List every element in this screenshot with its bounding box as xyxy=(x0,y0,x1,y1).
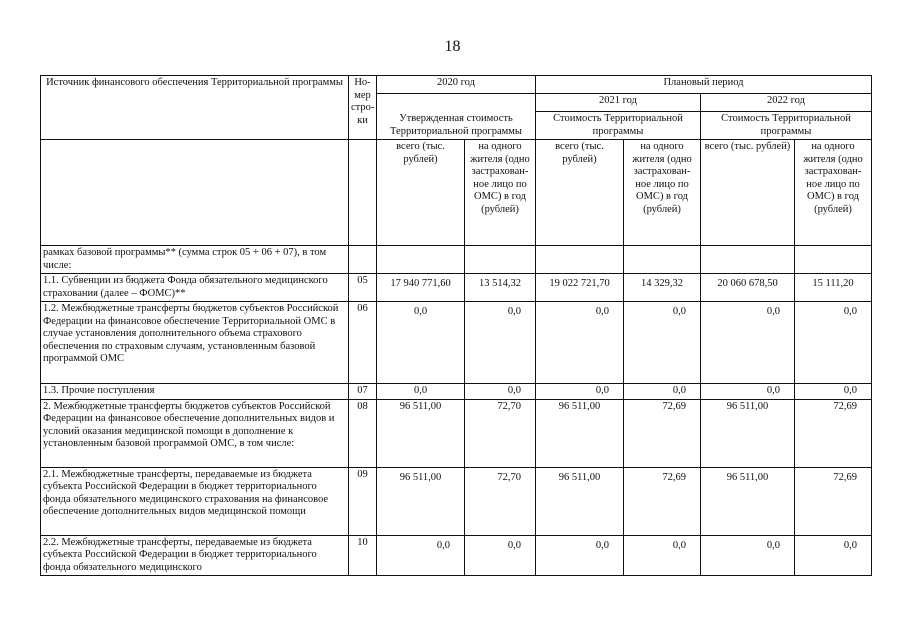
value-total-2021: 96 511,00 xyxy=(536,399,624,467)
row-no: 09 xyxy=(349,467,377,535)
header-row-no-blank xyxy=(349,140,377,246)
value-per-person-2020: 13 514,32 xyxy=(465,274,536,302)
value-total-2022: 20 060 678,50 xyxy=(701,274,795,302)
row-label: 2.1. Межбюджетные трансферты, передаваемые из бюджета субъекта Российской Федерации в бюджет территориального фонда обязательного медицинского страхования на финансовое обеспечение дополнительных видов медицинской помощи xyxy=(41,467,349,535)
value-total-2022: 96 511,00 xyxy=(701,399,795,467)
header-year-2021: 2021 год xyxy=(536,94,701,112)
value-per-person-2022: 72,69 xyxy=(795,399,872,467)
value-total-2021: 0,0 xyxy=(536,535,624,576)
header-cost-2021: Стоимость Территориальной программы xyxy=(536,112,701,140)
value-total-2020: 17 940 771,60 xyxy=(377,274,465,302)
value-per-person-2021: 14 329,32 xyxy=(624,274,701,302)
value-per-person-2022: 0,0 xyxy=(795,535,872,576)
value-per-person-2021: 0,0 xyxy=(624,384,701,400)
row-no: 08 xyxy=(349,399,377,467)
header-total-2020: всего (тыс. рублей) xyxy=(377,140,465,246)
row-label: 1.3. Прочие поступления xyxy=(41,384,349,400)
table-row xyxy=(41,535,872,576)
value-total-2021: 19 022 721,70 xyxy=(536,274,624,302)
value-total-2021: 0,0 xyxy=(536,302,624,384)
value-per-person-2021: 72,69 xyxy=(624,399,701,467)
value-total-2022: 96 511,00 xyxy=(701,467,795,535)
value-per-person-2021: 72,69 xyxy=(624,467,701,535)
value-per-person-2022: 0,0 xyxy=(795,384,872,400)
value-per-person-2022: 0,0 xyxy=(795,302,872,384)
header-cost-2022: Стоимость Территориальной программы xyxy=(701,112,872,140)
value-total-2020: 0,0 xyxy=(377,302,465,384)
row-no: 05 xyxy=(349,274,377,302)
header-planned-period: Плановый период xyxy=(536,76,872,94)
value-per-person-2022: 72,69 xyxy=(795,467,872,535)
row-label: 2.2. Межбюджетные трансферты, передаваемые из бюджета субъекта Российской Федерации в бюджет территориального фонда обязательного медицинского xyxy=(41,535,349,576)
financing-table xyxy=(40,75,872,576)
value-per-person-2020: 0,0 xyxy=(465,535,536,576)
header-total-2021: всего (тыс. рублей) xyxy=(536,140,624,246)
value-total-2020: 96 511,00 xyxy=(377,399,465,467)
header-row-no: Но-мер стро-ки xyxy=(349,76,377,140)
row-no: 07 xyxy=(349,384,377,400)
value-total-2020: 0,0 xyxy=(377,535,465,576)
header-source-blank xyxy=(41,140,349,246)
table-row xyxy=(41,467,872,535)
value-per-person-2020: 0,0 xyxy=(465,302,536,384)
table-row xyxy=(41,399,872,467)
row-no: 06 xyxy=(349,302,377,384)
row-label: рамках базовой программы** (сумма строк 05 + 06 + 07), в том числе: xyxy=(41,246,349,274)
value-total-2022: 0,0 xyxy=(701,302,795,384)
value-total-2021: 0,0 xyxy=(536,384,624,400)
value-total-2021: 96 511,00 xyxy=(536,467,624,535)
value-total-2022: 0,0 xyxy=(701,384,795,400)
value-per-person-2020: 0,0 xyxy=(465,384,536,400)
row-label: 1.1. Субвенции из бюджета Фонда обязательного медицинского страхования (далее – ФОМС)** xyxy=(41,274,349,302)
table-row xyxy=(41,384,872,400)
value-per-person-2020: 72,70 xyxy=(465,467,536,535)
header-source: Источник финансового обеспечения Территориальной программы xyxy=(41,76,349,140)
table-row xyxy=(41,274,872,302)
header-year-2020: 2020 год xyxy=(377,76,536,94)
value-total-2020: 96 511,00 xyxy=(377,467,465,535)
header-per-person-2022: на одного жителя (одно застрахован-ное лицо по ОМС) в год (рублей) xyxy=(795,140,872,246)
header-per-person-2021: на одного жителя (одно застрахован-ное лицо по ОМС) в год (рублей) xyxy=(624,140,701,246)
value-per-person-2022: 15 111,20 xyxy=(795,274,872,302)
row-label: 1.2. Межбюджетные трансферты бюджетов субъектов Российской Федерации на финансовое обеспечение Территориальной ОМС в случае установления дополнительного объема страхового обеспечения по страховым случаям, установленным базовой программой ОМС xyxy=(41,302,349,384)
value-per-person-2021: 0,0 xyxy=(624,535,701,576)
row-label: 2. Межбюджетные трансферты бюджетов субъектов Российской Федерации на финансовое обеспечение дополнительных видов и условий оказания медицинской помощи в дополнение к установленным базовой программой ОМС, в том числе: xyxy=(41,399,349,467)
value-total-2022: 0,0 xyxy=(701,535,795,576)
table-row xyxy=(41,246,872,274)
table-row xyxy=(41,302,872,384)
value-total-2020: 0,0 xyxy=(377,384,465,400)
header-approved-cost: Утвержденная стоимость Территориальной программы xyxy=(377,94,536,140)
row-no xyxy=(349,246,377,274)
row-no: 10 xyxy=(349,535,377,576)
header-per-person-2020: на одного жителя (одно застрахован-ное лицо по ОМС) в год (рублей) xyxy=(465,140,536,246)
value-per-person-2021: 0,0 xyxy=(624,302,701,384)
header-total-2022: всего (тыс. рублей) xyxy=(701,140,795,246)
header-year-2022: 2022 год xyxy=(701,94,872,112)
page-number: 18 xyxy=(444,38,461,55)
value-per-person-2020: 72,70 xyxy=(465,399,536,467)
